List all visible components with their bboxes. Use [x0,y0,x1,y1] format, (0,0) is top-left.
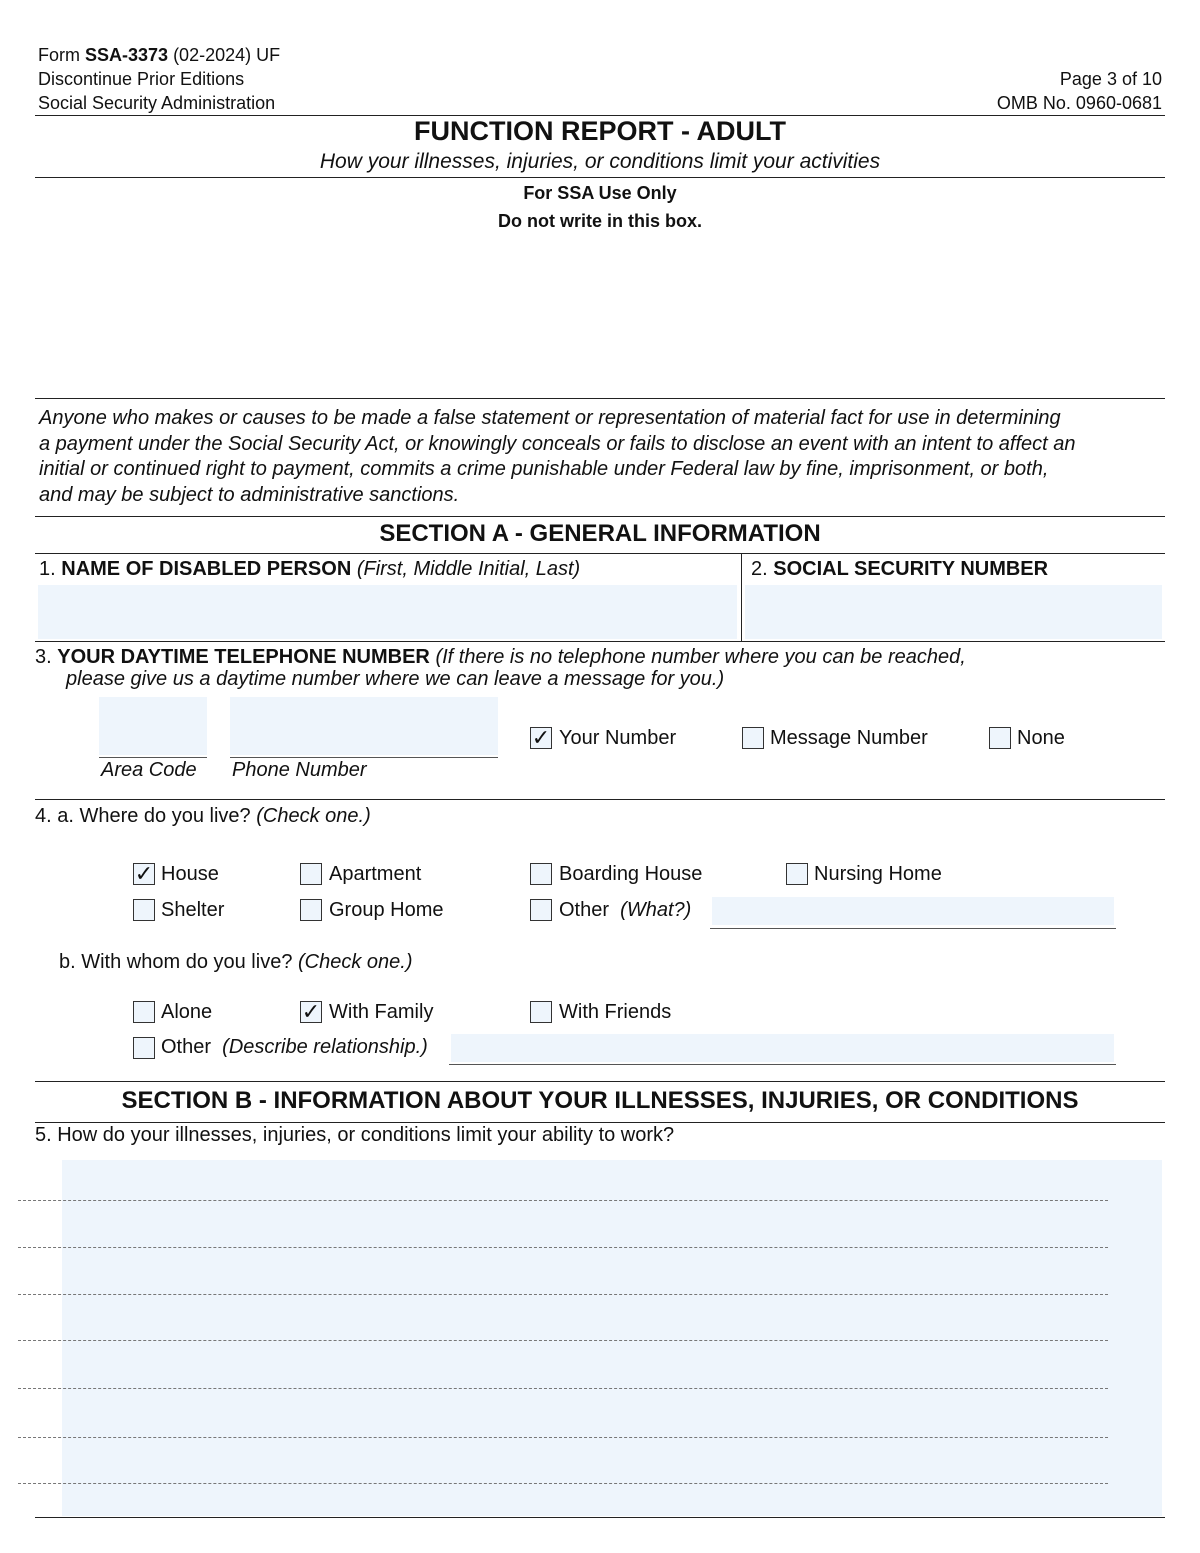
house-label: House [161,863,219,885]
apartment-checkbox[interactable] [300,863,322,885]
section-a-title: SECTION A - GENERAL INFORMATION [379,520,821,547]
section-a-bottom-divider [35,1081,1165,1082]
q5-writing-line [18,1247,1108,1248]
your-number-checkbox[interactable]: ✓ [531,725,551,750]
phone-number-input[interactable] [230,697,498,755]
living-other-underline [449,1064,1116,1065]
q3-hint-line2: please give us a daytime number where we can leave a message for you.) [66,668,725,690]
residence-other-underline [710,928,1116,929]
boarding-house-checkbox[interactable] [530,863,552,885]
alone-checkbox[interactable] [133,1001,155,1023]
message-number-label: Message Number [770,727,928,749]
none-label: None [1017,727,1065,749]
living-other-label: Other (Describe relationship.) [161,1036,428,1058]
form-id: Form SSA-3373 (02-2024) UF [38,45,281,65]
name-input[interactable] [38,585,737,639]
q5-writing-line [18,1483,1108,1484]
ssa-box-bottom [35,398,1165,399]
residence-other-checkbox[interactable] [530,899,552,921]
warning-line: a payment under the Social Security Act, or knowingly conceals or fails to disclose an event with an intent to affect an [39,432,1076,455]
q5-writing-line [18,1388,1108,1389]
page-bottom-rule [35,1517,1165,1518]
ssa-use-only-label: For SSA Use Only [523,183,677,203]
q5-writing-line [18,1294,1108,1295]
nursing-home-label: Nursing Home [814,863,942,885]
with-friends-label: With Friends [559,1001,672,1023]
agency-name: Social Security Administration [38,93,276,113]
boarding-house-label: Boarding House [559,863,703,885]
living-other-checkbox[interactable] [133,1037,155,1059]
residence-other-label: Other (What?) [559,899,692,921]
phone-number-label: Phone Number [232,759,367,781]
page-title: FUNCTION REPORT - ADULT [414,116,786,146]
penalty-warning [39,406,1075,508]
none-checkbox[interactable] [989,727,1011,749]
omb-number: OMB No. 0960-0681 [996,93,1162,113]
q1-q2-separator [741,553,742,641]
nursing-home-checkbox[interactable] [786,863,808,885]
group-home-checkbox[interactable] [300,899,322,921]
q4a-label: 4. a. Where do you live? (Check one.) [35,805,371,827]
living-other-input[interactable] [451,1034,1114,1062]
shelter-checkbox[interactable] [133,899,155,921]
q5-text-area[interactable] [62,1160,1162,1516]
apartment-label: Apartment [329,863,422,885]
house-checkbox[interactable]: ✓ [134,861,154,886]
q1-label: 1. NAME OF DISABLED PERSON (First, Middle Initial, Last) [39,558,581,580]
alone-label: Alone [161,1001,213,1023]
shelter-label: Shelter [161,899,225,921]
message-number-checkbox[interactable] [742,727,764,749]
warning-line: and may be subject to administrative sanctions. [39,483,460,506]
warning-divider [35,516,1165,517]
page-number: Page 3 of 10 [1059,69,1162,89]
q3-label: 3. YOUR DAYTIME TELEPHONE NUMBER (If there is no telephone number where you can be reached, [35,646,966,668]
area-code-label: Area Code [101,759,197,781]
title-divider [35,177,1165,178]
q5-writing-line [18,1437,1108,1438]
q5-writing-line [18,1340,1108,1341]
with-family-label: With Family [329,1001,434,1023]
section-a-divider [35,553,1165,554]
q2-label: 2. SOCIAL SECURITY NUMBER [751,558,1049,580]
with-family-checkbox[interactable]: ✓ [301,999,321,1024]
q5-writing-line [18,1200,1108,1201]
page-subtitle: How your illnesses, injuries, or conditions limit your activities [319,150,881,173]
area-code-input[interactable] [99,697,207,755]
ssn-input[interactable] [745,585,1162,639]
q5-label: 5. How do your illnesses, injuries, or conditions limit your ability to work? [35,1124,675,1146]
residence-other-input[interactable] [712,897,1114,925]
q4b-label: b. With whom do you live? (Check one.) [59,951,413,973]
group-home-label: Group Home [329,899,444,921]
q3-divider [35,799,1165,800]
discontinue-note: Discontinue Prior Editions [38,69,245,89]
section-b-title: SECTION B - INFORMATION ABOUT YOUR ILLNESSES, INJURIES, OR CONDITIONS [121,1087,1079,1114]
do-not-write-label: Do not write in this box. [498,211,702,231]
warning-line: Anyone who makes or causes to be made a false statement or representation of material fact for use in determining [39,407,1061,429]
q1-divider [35,641,1165,642]
with-friends-checkbox[interactable] [530,1001,552,1023]
warning-line: initial or continued right to payment, commits a crime punishable under Federal law by fine, imprisonment, or both, [39,458,1049,480]
your-number-label: Your Number [559,727,677,749]
